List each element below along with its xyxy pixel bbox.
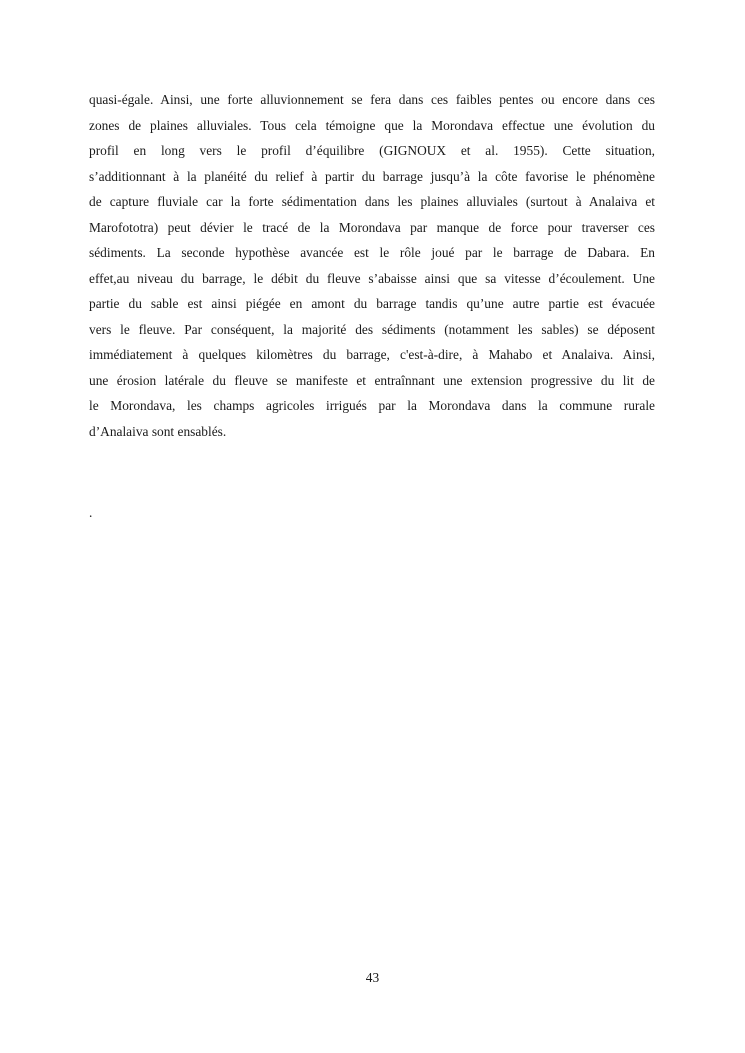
paragraph-line: quasi-égale. Ainsi, une forte alluvionnement se fera dans ces faibles pentes ou encore dans ces (89, 92, 655, 107)
paragraph-line: vers le fleuve. Par conséquent, la majorité des sédiments (notamment les sables) se déposent (89, 321, 655, 337)
paragraph-line: sédiments. La seconde hypothèse avancée est le rôle joué par le barrage de Dabara. En (89, 245, 655, 260)
paragraph-line: s’additionnant à la planéité du relief à partir du barrage jusqu’à la côte favorise le phénomène (89, 168, 655, 184)
paragraph-line: profil en long vers le profil d’équilibre (GIGNOUX et al. 1955). Cette situation, (89, 143, 655, 158)
paragraph-line: effet,au niveau du barrage, le débit du fleuve s’abaisse ainsi que sa vitesse d’écoulement. Une (89, 270, 655, 286)
page-number: 43 (365, 970, 380, 985)
paragraph-line: Marofototra) peut dévier le tracé de la Morondava par manque de force pour traverser ces (89, 219, 655, 235)
paragraph-line: immédiatement à quelques kilomètres du barrage, c'est-à-dire, à Mahabo et Analaiva. Ainsi, (89, 347, 655, 362)
paragraph-line: de capture fluviale car la forte sédimentation dans les plaines alluviales (surtout à Analaiva et (89, 194, 655, 209)
paragraph-line: le Morondava, les champs agricoles irrigués par la Morondava dans la commune rurale (89, 398, 655, 413)
trailing-period: . (89, 505, 93, 520)
paragraph-line: zones de plaines alluviales. Tous cela témoigne que la Morondava effectue une évolution du (89, 117, 655, 133)
paragraph-line: partie du sable est ainsi piégée en amont du barrage tandis qu’une autre partie est évacuée (89, 296, 655, 311)
body-paragraph (89, 87, 655, 444)
paragraph-line: d’Analaiva sont ensablés. (89, 423, 227, 439)
paragraph-line: une érosion latérale du fleuve se manifeste et entraînnant une extension progressive du lit de (89, 372, 655, 388)
